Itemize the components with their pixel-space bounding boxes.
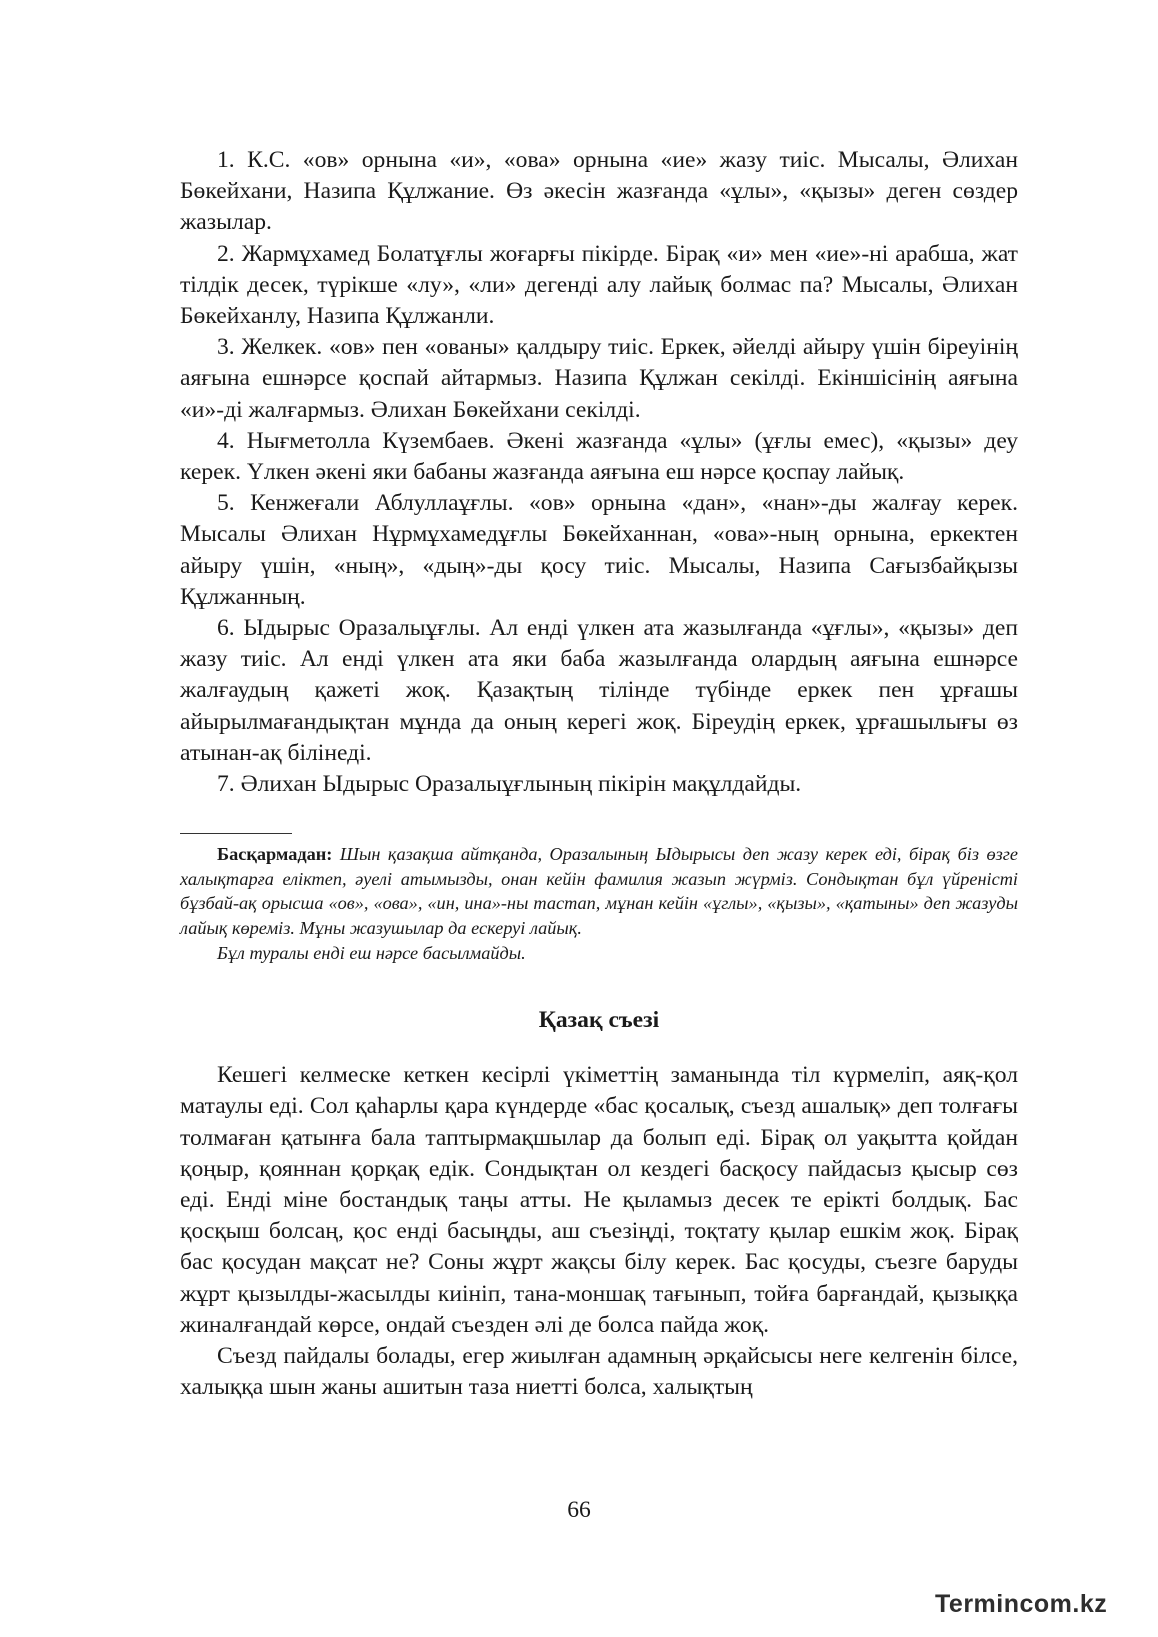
paragraph-4: 4. Нығметолла Күзембаев. Әкені жазғанда «ұлы» (ұғлы емес), «қызы» деу керек. Үлкен әкені яки бабаны жазғанда аяғына еш нәрсе қоспау лайық. bbox=[180, 427, 1018, 486]
paragraph-3: 3. Желкек. «ов» пен «ованы» қалдыру тиіс. Еркек, әйелді айыру үшін біреуінің аяғына ешнәрсе қоспай айтармыз. Назипа Құлжан секілді. Екіншісінің аяғына «и»-ді жалғармыз. Әлихан Бөкейхани секілді. bbox=[180, 334, 1018, 423]
paragraph-5: 5. Кенжеғали Аблуллаұғлы. «ов» орнына «дан», «нан»-ды жалғау керек. Мысалы Әлихан Нұрмұхамедұғлы Бөкейханнан, «ова»-ның орнына, еркектен айыру үшін, «ның», «дың»-ды қосу тиіс. Мысалы, Назипа Сағызбайқызы Құлжанның. bbox=[180, 490, 1018, 610]
footnote-text: Шын қазақша айтқанда, Оразалының Ыдырысы деп жазу керек еді, бірақ біз өзге халықтарға еліктеп, әуелі атымызды, онан кейін фамилия жазып жүрміз. Сондықтан бұл үйреністі бұзбай-ақ орысша «ов», «ова», «ин, ина»-ны тастап, мұнан кейін «ұглы», «қызы», «қатыны» деп жазуды лайық көреміз. Мұны жазушылар да ескеруі лайық. bbox=[180, 844, 1018, 939]
paragraph-2: 2. Жармұхамед Болатұғлы жоғарғы пікірде. Бірақ «и» мен «ие»-ні арабша, жат тілдік десек, түрікше «лу», «ли» дегенді алу лайық болмас па? Мысалы, Әлихан Бөкейханлу, Назипа Құлжанли. bbox=[180, 240, 1018, 330]
paragraph-6: 6. Ыдырыс Оразалыұғлы. Ал енді үлкен ата жазылғанда «ұғлы», «қызы» деп жазу тиіс. Ал енді үлкен ата яки баба жазылғанда олардың аяғына ешнәрсе жалғаудың қажеті жоқ. Қазақтың тілінде түбінде еркек пен ұрғашы айырылмағандықтан мұнда да оның керегі жоқ. Біреудің еркек, ұрғашылығы өз атынан-ақ білінеді. bbox=[180, 615, 1018, 766]
section-paragraph-1: Кешегі келмеске кеткен кесірлі үкіметтің заманында тіл күрмеліп, аяқ-қол матаулы еді. Сол қаһарлы қара күндерде «бас қосалық, съезд ашалық» деп толғағы толмаған қатынға бала таптырмақшылар да болып еді. Бірақ ол уақытта қойдан қоңыр, қояннан қорқақ едік. Сондықтан ол кездегі басқосу пайдасыз қысыр сөз еді. Енді міне бостандық таңы атты. Не қыламыз десек те ерікті болдық. Бас қосқыш болсаң, қос енді басыңды, аш съезіңді, тоқтату қылар ешкім жоқ. Бірақ бас қосудан мақсат не? Соны жұрт жақсы білу керек. Бас қосуды, съезге баруды жұрт қызылды-жасылды киініп, тана-моншақ тағынып, тойға барғандай, қызыққа жиналғандай көрсе, ондай съезден әлі де болса пайда жоқ. bbox=[180, 1062, 1018, 1338]
page-number: 66 bbox=[567, 1497, 591, 1523]
main-list bbox=[180, 145, 1018, 800]
termincom-logo: Termincom.kz bbox=[935, 1590, 1108, 1618]
footnote bbox=[180, 842, 1018, 940]
paragraph-1: 1. К.С. «ов» орнына «и», «ова» орнына «ие» жазу тиіс. Мысалы, Әлихан Бөкейхани, Назипа Құлжание. Өз әкесін жазғанда «ұлы», «қызы» деген сөздер жазылар. bbox=[180, 147, 1018, 236]
footnote-closing bbox=[180, 941, 1018, 966]
section-title: Қазақ съезі bbox=[538, 1007, 660, 1034]
footnote-closing-text: Бұл туралы енді еш нәрсе басылмайды. bbox=[217, 942, 526, 963]
footnote-divider bbox=[180, 833, 292, 834]
footnote-label: Басқармадан: bbox=[217, 844, 333, 865]
page-body bbox=[180, 145, 1018, 1403]
paragraph-7: 7. Әлихан Ыдырыс Оразалыұғлының пікірін мақұлдайды. bbox=[217, 771, 802, 798]
section-paragraph-2: Съезд пайдалы болады, егер жиылған адамның әрқайсысы неге келгенін білсе, халыққа шын жаны ашитын таза ниетті болса, халықтың bbox=[180, 1343, 1018, 1401]
